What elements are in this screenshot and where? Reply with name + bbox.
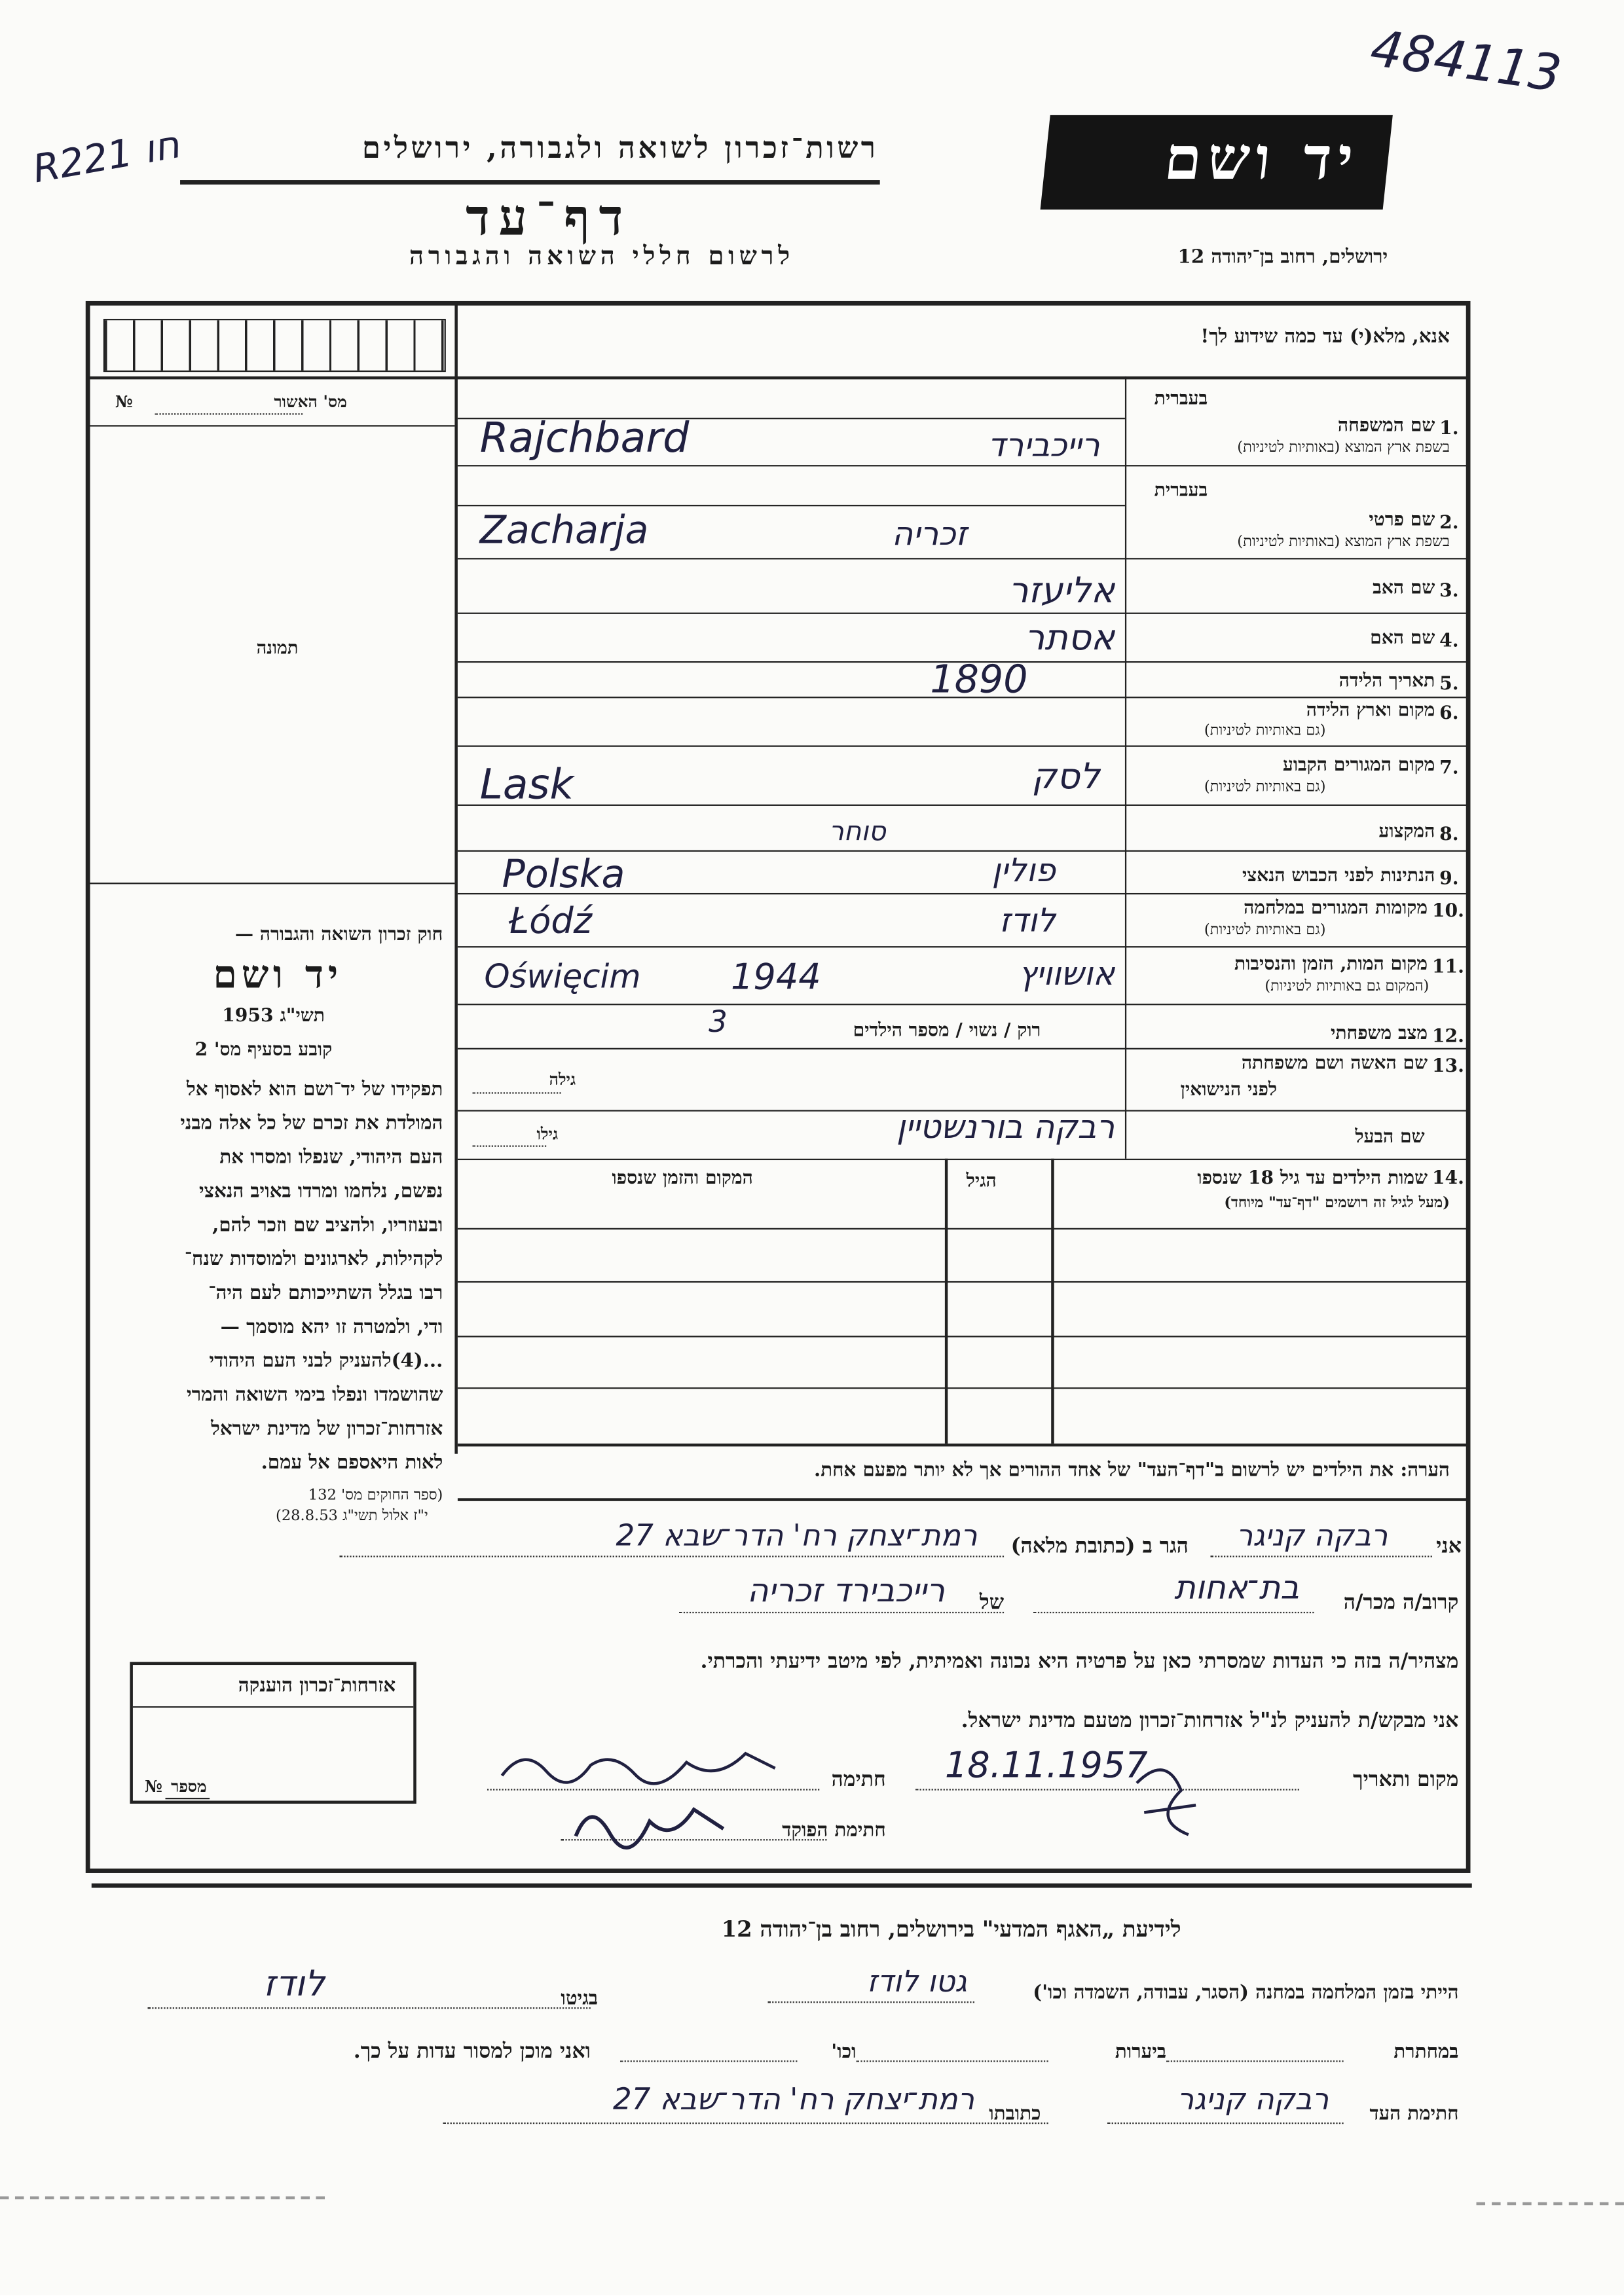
decl-signature — [494, 1739, 790, 1792]
row4-number: 4. — [1439, 629, 1459, 651]
row5-label: תאריך הלידה — [1338, 668, 1435, 691]
row-div-2 — [458, 465, 1469, 466]
form-title: דף־עד — [466, 189, 632, 248]
bottom-address-label: כתובתו — [989, 2103, 1041, 2126]
bottom-separator — [92, 1884, 1472, 1888]
instruction-text: אנא, מלא(י) עד כמה שידוע לך! — [1200, 326, 1450, 349]
archive-number: 484113 — [1367, 19, 1565, 105]
row7-number: 7. — [1439, 756, 1459, 778]
row1-heb-tag: בעברית — [1154, 386, 1208, 409]
row2-label: שם פרטי — [1369, 507, 1435, 530]
decl-i-name: רבקה קניגר — [1236, 1517, 1388, 1553]
row-div-8 — [458, 746, 1469, 747]
row-div-16 — [458, 1159, 1469, 1160]
row-div-4 — [458, 558, 1469, 559]
row8-hebrew-value: סוחר — [828, 816, 886, 848]
row11-sub: (המקום גם באותיות לטיניות) — [1264, 978, 1430, 995]
address-line: ירושלים, רחוב בן־יהודה 12 — [1177, 246, 1388, 269]
row12-number: 12. — [1431, 1024, 1464, 1047]
decl-of-label: של — [979, 1591, 1005, 1615]
law-text-10: אזרחות־זכרון של מדינת ישראל — [211, 1418, 443, 1441]
note-underline — [458, 1498, 1469, 1501]
scan-edge-right — [1477, 2202, 1624, 2212]
children-row-3 — [458, 1336, 1469, 1337]
reg-number-sign: № — [115, 392, 133, 412]
law-text-4: ובעוזריו, ולהציב שם וזכר להם, — [212, 1214, 443, 1237]
photo-label: תמונה — [256, 637, 299, 659]
children-table-title: שמות הילדים עד גיל 18 שנספו — [1197, 1166, 1428, 1188]
bottom-forests: ביערות — [1115, 2041, 1167, 2064]
reg-number-label: מס' האשור — [274, 392, 347, 412]
row10-latin-value: Łódź — [509, 900, 593, 942]
row8-number: 8. — [1439, 822, 1459, 845]
decl-address: רמת־יצחק רח' הדר־שבא 27 — [616, 1517, 978, 1553]
law-text-11: לאות היאספם אל עמם. — [261, 1452, 443, 1475]
decl-resides-label: הגר ב (כתובת מלאה) — [1010, 1535, 1189, 1559]
children-table-number: 14. — [1431, 1166, 1464, 1188]
decl-of-name: רייכבירד זכריה — [747, 1573, 945, 1611]
row11-hebrew-value: אושוויץ — [1018, 956, 1115, 994]
law-text-1: המולדת את זכרם של כל אלה מבני — [180, 1112, 443, 1135]
law-source-date: י"ז אלול תשי"ג 28.8.53) — [276, 1508, 428, 1525]
row13-age-line — [472, 1092, 561, 1093]
row6-sub: (גם באותיות לטיניות) — [1204, 723, 1326, 740]
row5-number: 5. — [1439, 671, 1459, 694]
row9-number: 9. — [1439, 866, 1459, 889]
reg-number-line — [155, 413, 303, 414]
top-ticks — [103, 319, 446, 372]
children-row-4 — [458, 1387, 1469, 1389]
row-div-10 — [458, 850, 1469, 852]
decl-i-line — [1211, 1556, 1432, 1557]
law-year: תשי"ג 1953 — [222, 1004, 325, 1026]
row2-heb-tag: בעברית — [1154, 478, 1208, 501]
bottom-etc: וכו' — [831, 2041, 857, 2064]
decl-relation: בת־אחות — [1174, 1570, 1299, 1608]
photo-bottom — [88, 883, 454, 884]
bottom-forests-line — [857, 2060, 1048, 2062]
children-row-1 — [458, 1228, 1469, 1230]
org-line: רשות־זכרון לשואה ולגבורה, ירושלים — [361, 130, 879, 166]
row9-label: הנתינות לפני הכבוש הנאצי — [1242, 863, 1435, 886]
row2-latin-value: Zacharja — [479, 509, 649, 554]
row10-hebrew-value: לודז — [999, 903, 1056, 941]
top-bar-line — [88, 376, 1469, 378]
row1-latin-value: Rajchbard — [479, 413, 690, 462]
bottom-underground: במחתרת — [1393, 2041, 1459, 2064]
form-subtitle: לרשום חללי השואה והגבורה — [409, 242, 794, 272]
decl-place-date-label: מקום ותאריך — [1353, 1768, 1459, 1792]
scan-edge-left — [0, 2196, 325, 2206]
decl-date-line — [915, 1789, 1299, 1790]
law-text-5: לקהילות, לארגונים ולמוסדות שנח־ — [184, 1248, 443, 1271]
decl-i-label: אני — [1436, 1535, 1462, 1559]
row3-hebrew-value: אליעזר — [1008, 570, 1115, 611]
bottom-ghetto-line — [147, 2007, 590, 2009]
row3-number: 3. — [1439, 578, 1459, 601]
children-row-2 — [458, 1281, 1469, 1283]
reg-underline — [88, 425, 454, 426]
yad-vashem-logo — [1041, 115, 1393, 210]
law-clause: קובע בסעיף מס' 2 — [194, 1037, 333, 1060]
row-div-9 — [458, 805, 1469, 806]
bottom-camp-line — [767, 2001, 974, 2003]
row7-label: מקום המגורים הקבוע — [1282, 752, 1435, 775]
row-div-3 — [458, 505, 1125, 506]
citizenship-number-sign: № — [144, 1777, 162, 1796]
row12-options: רוק / נשוי / מספר הילדים — [853, 1018, 1041, 1041]
bottom-etc-line — [620, 2060, 798, 2062]
row5-date-value: 1890 — [930, 658, 1028, 703]
row11-year-value: 1944 — [730, 956, 821, 998]
row7-hebrew-value: לסק — [1031, 756, 1100, 797]
decl-date: 18.11.1957 — [944, 1744, 1148, 1786]
bottom-address: רמת־יצחק רח' הדר־שבא 27 — [613, 2081, 974, 2117]
row13-label: שם האשה ושם משפחתה — [1241, 1051, 1428, 1074]
bottom-underground-line — [1166, 2060, 1344, 2062]
bottom-ghetto-label: בגיטו — [561, 1988, 599, 2011]
fields-right-divider — [1125, 376, 1126, 1159]
children-col-age: הגיל — [966, 1169, 997, 1192]
husband-age-label: גילו — [536, 1124, 559, 1144]
citizenship-number-label: מספר — [171, 1777, 207, 1796]
citizenship-title-line — [133, 1706, 413, 1707]
husband-label: שם הבעל — [1355, 1124, 1425, 1147]
bottom-camp: גטו לודז — [867, 1963, 967, 1999]
row-div-5 — [458, 613, 1469, 614]
decl-address-line — [340, 1556, 1005, 1557]
law-name: יד ושם — [213, 953, 343, 998]
law-text-9: שהושמדו ונפלו בימי השואה והמרי — [187, 1384, 443, 1407]
row-div-12 — [458, 946, 1469, 947]
children-bottom — [458, 1444, 1469, 1447]
decl-request: אני מבקש/ת להעניק לנ"ל אזרחות־זכרון מטעם מדינת ישראל. — [961, 1709, 1459, 1733]
row13-sub: לפני הנישואין — [1180, 1077, 1278, 1100]
row4-hebrew-value: אסתר — [1024, 617, 1115, 659]
law-text-2: העם היהודי, שנפלו ומסרו את — [219, 1146, 443, 1169]
decl-signature-label: חתימה — [831, 1768, 886, 1792]
children-table-sub: (מעל לגיל זה רושמים "דף־עד" מיוחד) — [1224, 1195, 1450, 1212]
children-col-div-1 — [945, 1159, 948, 1444]
row12-children-value: 3 — [709, 1004, 728, 1040]
row-div-14 — [458, 1048, 1469, 1049]
decl-relation-line — [1033, 1612, 1314, 1613]
row1-hebrew-value: רייכבירד — [987, 428, 1100, 465]
margin-note: Rחו 221 — [29, 123, 183, 193]
row3-label: שם האב — [1373, 575, 1435, 598]
bottom-willing: ואני מוכן למסור עדות על כך. — [353, 2039, 591, 2064]
law-text-8: ...(4)להעניק לבני העם היהודי — [209, 1350, 443, 1373]
row1-number: 1. — [1439, 416, 1459, 439]
husband-value: רבקה בורנשטיין — [896, 1110, 1115, 1147]
bottom-line1: הייתי בזמן המלחמה במחנה (הסגר, עבודה, השמדה וכו') — [1033, 1982, 1459, 2005]
husband-age-line — [472, 1145, 546, 1146]
law-text-0: תפקידו של יד־ושם הוא לאסוף אל — [186, 1079, 443, 1101]
row10-sub: (גם באותיות לטיניות) — [1204, 922, 1326, 939]
row11-latin-value: Oświęcim — [484, 959, 641, 996]
row11-number: 11. — [1431, 955, 1464, 977]
row13-number: 13. — [1431, 1053, 1464, 1076]
bottom-witness-label: חתימת העד — [1369, 2103, 1459, 2126]
bottom-witness: רבקה קניגר — [1177, 2081, 1329, 2117]
decl-officer-label: חתימת הפוקד — [782, 1819, 886, 1842]
row9-hebrew-value: פולין — [991, 853, 1056, 890]
citizenship-number-line — [166, 1798, 210, 1799]
logo-text: יד ושם — [1161, 124, 1363, 194]
row2-hebrew-value: זכריה — [891, 517, 967, 554]
row1-sub: בשפת ארץ המוצא (באותיות לטיניות) — [1237, 439, 1450, 456]
bottom-heading: לידיעת „האגף המדעי" בירושלים, רחוב בן־יהודה 12 — [721, 1916, 1181, 1942]
law-text-7: ודי, ולמטרה זו יהא מוסמך — — [220, 1317, 443, 1339]
bottom-witness-line — [1107, 2123, 1344, 2124]
law-source: (ספר החוקים מס' 132 — [308, 1487, 443, 1504]
row7-sub: (גם באותיות לטיניות) — [1204, 779, 1326, 796]
bottom-ghetto: לודז — [263, 1963, 325, 2005]
children-col-div-2 — [1051, 1159, 1054, 1444]
officer-signature — [568, 1792, 731, 1851]
row2-number: 2. — [1439, 511, 1459, 533]
row1-label: שם המשפחה — [1337, 413, 1435, 436]
law-title: חוק זכרון השואה והגבורה — — [234, 922, 443, 945]
org-underline — [180, 180, 880, 185]
children-col-place: המקום והזמן שנספו — [612, 1166, 753, 1188]
citizenship-title: אזרחות־זכרון הוענקה — [238, 1675, 396, 1698]
children-note: הערה: את הילדים יש לרשום ב"דף־העד" של אחד ההורים אך לא יותר מפעם אחת. — [814, 1459, 1450, 1482]
row12-label: מצב משפחתי — [1330, 1021, 1428, 1044]
row-div-13 — [458, 1004, 1469, 1005]
decl-of-line — [679, 1612, 1004, 1613]
row10-label: מקומות המגורים במלחמה — [1244, 896, 1428, 919]
decl-relative-label: קרוב/ה מכר/ה — [1343, 1591, 1459, 1615]
row11-label: מקום המות, הזמן והנסיבות — [1234, 952, 1428, 974]
bottom-address-line — [443, 2123, 1048, 2124]
officer-stamp — [1122, 1753, 1210, 1842]
law-text-3: נפשם, נלחמו ומרדו באויב הנאצי — [198, 1180, 443, 1203]
row2-sub: בשפת ארץ המוצא (באותיות לטיניות) — [1237, 534, 1450, 551]
row6-number: 6. — [1439, 701, 1459, 723]
law-text-6: רבו בגלל השתייכותם לעם היה־ — [208, 1283, 443, 1305]
row10-number: 10. — [1431, 898, 1464, 921]
row13-age-label: גילה — [549, 1070, 576, 1089]
row7-latin-value: Lask — [479, 760, 574, 809]
decl-statement: מצהיר/ה בזה כי העדות שמסרתי כאן על פרטיה היא נכונה ואמיתית, לפי מיטב ידיעתי והכרתי. — [700, 1650, 1459, 1674]
row6-label: מקום וארץ הלידה — [1306, 698, 1435, 721]
row8-label: המקצוע — [1378, 819, 1435, 842]
row4-label: שם האם — [1370, 625, 1435, 648]
row9-latin-value: Polska — [502, 853, 625, 898]
